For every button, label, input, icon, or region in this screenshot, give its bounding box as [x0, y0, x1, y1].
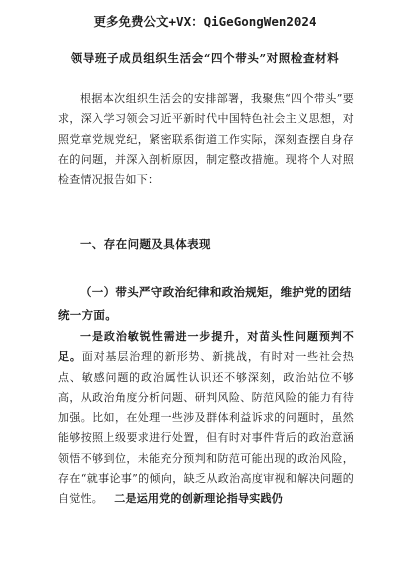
point-2-lead: 二是运用党的创新理论指导实践仍 [114, 492, 283, 506]
point-paragraph [58, 327, 354, 510]
intro-paragraph: 根据本次组织生活会的安排部署，我聚焦“四个带头”要求，深入学习领会习近平新时代中国特色社会主义思想，对照党章党规党纪，紧密联系街道工作实际，深刻查摆自身存在的问题，并深入剖析原因，制定整改措施。现将个人对照检查情况报告如下： [58, 92, 354, 187]
document-title: 领导班子成员组织生活会“四个带头”对照检查材料 [70, 51, 340, 65]
section-heading: 一、存在问题及具体表现 [80, 237, 211, 251]
subsection-heading: （一）带头严守政治纪律和政治规矩，维护党的团结统一方面。 [58, 285, 352, 322]
point-1-lead: 一是政治敏锐性需进一步提升，对苗头性问题预判不足。 [58, 330, 354, 364]
watermark-header: 更多免费公文+VX：QiGeGongWen2024 [93, 14, 317, 29]
point-1-text: 面对基层治理的新形势、新挑战，有时对一些社会热点、敏感问题的政治属性认识还不够深刻，政治站位不够高，从政治角度分析问题、研判风险、防范风险的能力有待加强。比如，在处理一些涉及群体利益诉求的问题时，虽然能够按照上级要求进行处置，但有时对事件背后的政治意涵领悟不够到位，未能充分预判和防范可能出现的政治风险，存在“就事论事”的倾向，缺乏从政治高度审视和解决问题的自觉性。 [58, 350, 355, 506]
